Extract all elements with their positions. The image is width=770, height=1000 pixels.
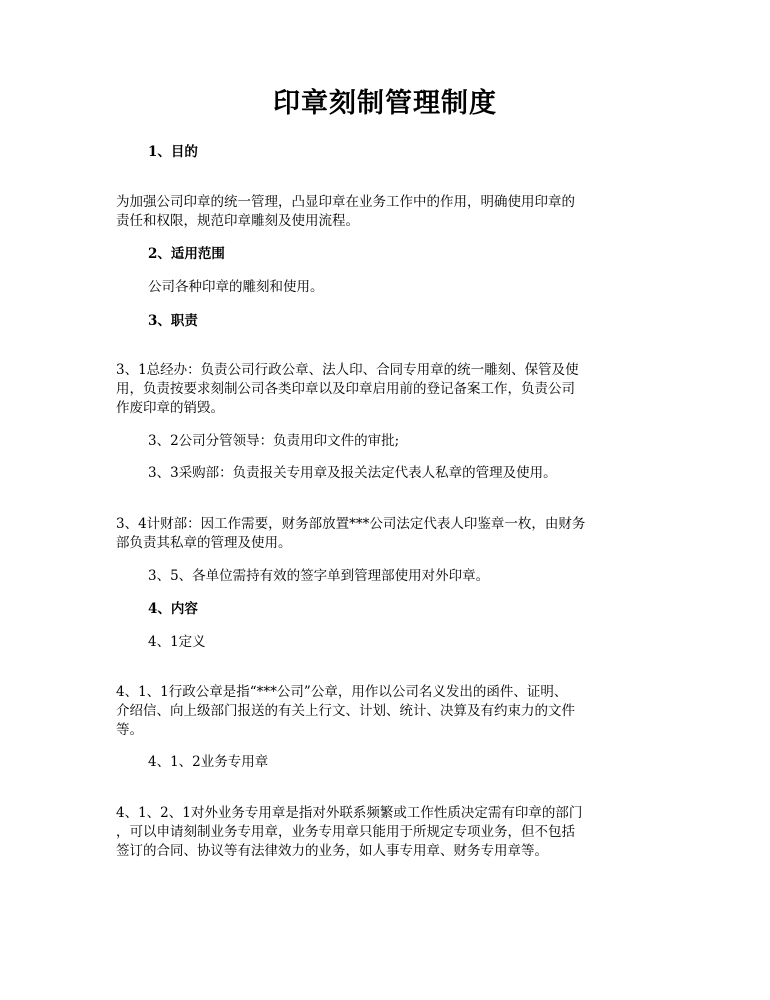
section-heading-purpose: 1、目的: [148, 144, 198, 160]
paragraph-line: 3、1总经办：负责公司行政公章、法人印、合同专用章的统一雕刻、保管及使: [116, 362, 579, 378]
paragraph-line: ，可以申请刻制业务专用章，业务专用章只能用于所规定专项业务，但不包括: [116, 824, 575, 840]
paragraph-line: 作废印章的销毁。: [116, 400, 224, 416]
paragraph-line: 4、1、1行政公章是指“***公司”公章，用作以公司名义发出的函件、证明、: [116, 684, 568, 700]
paragraph-line: 为加强公司印章的统一管理，凸显印章在业务工作中的作用，明确使用印章的: [116, 194, 575, 210]
paragraph-line: 等。: [116, 722, 143, 738]
section-heading-scope: 2、适用范围: [148, 246, 225, 262]
paragraph-line: 3、4计财部：因工作需要，财务部放置***公司法定代表人印鉴章一枚，由财务: [116, 516, 586, 532]
paragraph-line: 部负责其私章的管理及使用。: [116, 535, 292, 551]
paragraph-line: 介绍信、向上级部门报送的有关上行文、计划、统计、决算及有约束力的文件: [116, 703, 575, 719]
paragraph-3-2: 3、2公司分管领导：负责用印文件的审批;: [148, 433, 400, 449]
paragraph-line: 签订的合同、协议等有法律效力的业务，如人事专用章、财务专用章等。: [116, 843, 548, 859]
paragraph-4-1-1: [116, 683, 661, 740]
document-title: 印章刻制管理制度: [273, 88, 497, 119]
paragraph-scope: 公司各种印章的雕刻和使用。: [148, 279, 324, 295]
paragraph-3-1: [116, 361, 661, 418]
section-heading-responsibilities: 3、职责: [148, 313, 198, 329]
paragraph-line: 责任和权限，规范印章雕刻及使用流程。: [116, 213, 359, 229]
paragraph-4-1: 4、1定义: [148, 634, 206, 650]
paragraph-3-4: [116, 515, 661, 553]
paragraph-4-1-2: 4、1、2业务专用章: [148, 754, 269, 770]
paragraph-line: 4、1、2、1对外业务专用章是指对外联系频繁或工作性质决定需有印章的部门: [116, 805, 583, 821]
paragraph-purpose: [116, 193, 661, 231]
paragraph-3-3: 3、3采购部：负责报关专用章及报关法定代表人私章的管理及使用。: [148, 465, 557, 481]
paragraph-line: 用，负责按要求刻制公司各类印章以及印章启用前的登记备案工作，负责公司: [116, 381, 575, 397]
paragraph-4-1-2-1: [116, 804, 661, 861]
section-heading-content: 4、内容: [148, 601, 198, 617]
paragraph-3-5: 3、5、各单位需持有效的签字单到管理部使用对外印章。: [148, 568, 490, 584]
